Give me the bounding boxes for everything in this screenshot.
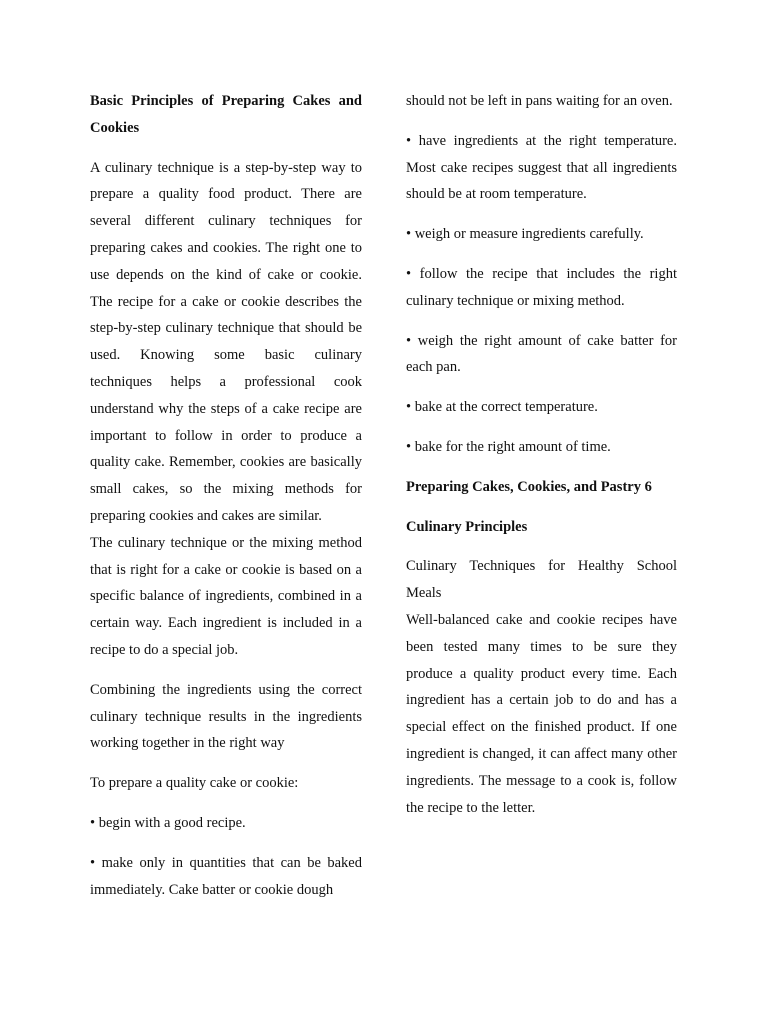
bullet-batter-amount: • weigh the right amount of cake batter for each pan.: [406, 332, 677, 376]
bullet-follow-recipe: • follow the recipe that includes the right culinary technique or mixing method.: [406, 265, 677, 309]
prepare-intro-paragraph: To prepare a quality cake or cookie:: [90, 775, 299, 792]
healthy-meals-line: Culinary Techniques for Healthy School Meals: [406, 558, 677, 602]
bullet-quantities-start: • make only in quantities that can be baked immediately. Cake batter or cookie dough: [90, 854, 362, 898]
intro-paragraph: A culinary technique is a step-by-step way to prepare a quality food product. There are several different culinary techniques for preparing cakes and cookies. The right one to use depends on the kind of cake or cookie. The recipe for a cake or cookie describes the step-by-step culinary technique that should be used. Knowing some basic culinary techniques helps a professional cook understand why the steps of a cake recipe are important to follow in order to produce a quality cake. Remember, cookies are basically small cakes, so the mixing methods for preparing cookies and cakes are similar.: [90, 159, 362, 524]
bullet-bake-temperature: • bake at the correct temperature.: [406, 399, 598, 416]
left-column: [90, 88, 362, 916]
right-column: [406, 88, 677, 834]
section-heading-principles: Culinary Principles: [406, 518, 528, 535]
bullet-temperature: • have ingredients at the right temperature. Most cake recipes suggest that all ingredients should be at room temperature.: [406, 132, 677, 203]
bullet-bake-time: • bake for the right amount of time.: [406, 438, 611, 455]
combining-paragraph: Combining the ingredients using the correct culinary technique results in the ingredients working together in the right way: [90, 681, 362, 752]
bullet-quantities-end: should not be left in pans waiting for an oven.: [406, 93, 673, 109]
well-balanced-paragraph: Well-balanced cake and cookie recipes have been tested many times to be sure they produce a quality product every time. Each ingredient has a certain job to do and has a special effect on the finished product. If one ingredient is changed, it can affect many other ingredients. The message to a cook is, follow the recipe to the letter.: [406, 611, 677, 816]
document-title: Basic Principles of Preparing Cakes and Cookies: [90, 93, 362, 136]
bullet-good-recipe: • begin with a good recipe.: [90, 814, 246, 831]
mixing-method-paragraph: The culinary technique or the mixing method that is right for a cake or cookie is based on a specific balance of ingredients, combined in a certain way. Each ingredient is included in a recipe to do a special job.: [90, 534, 362, 658]
bullet-measure: • weigh or measure ingredients carefully.: [406, 226, 644, 243]
section-heading-pastry: Preparing Cakes, Cookies, and Pastry 6: [406, 478, 652, 495]
